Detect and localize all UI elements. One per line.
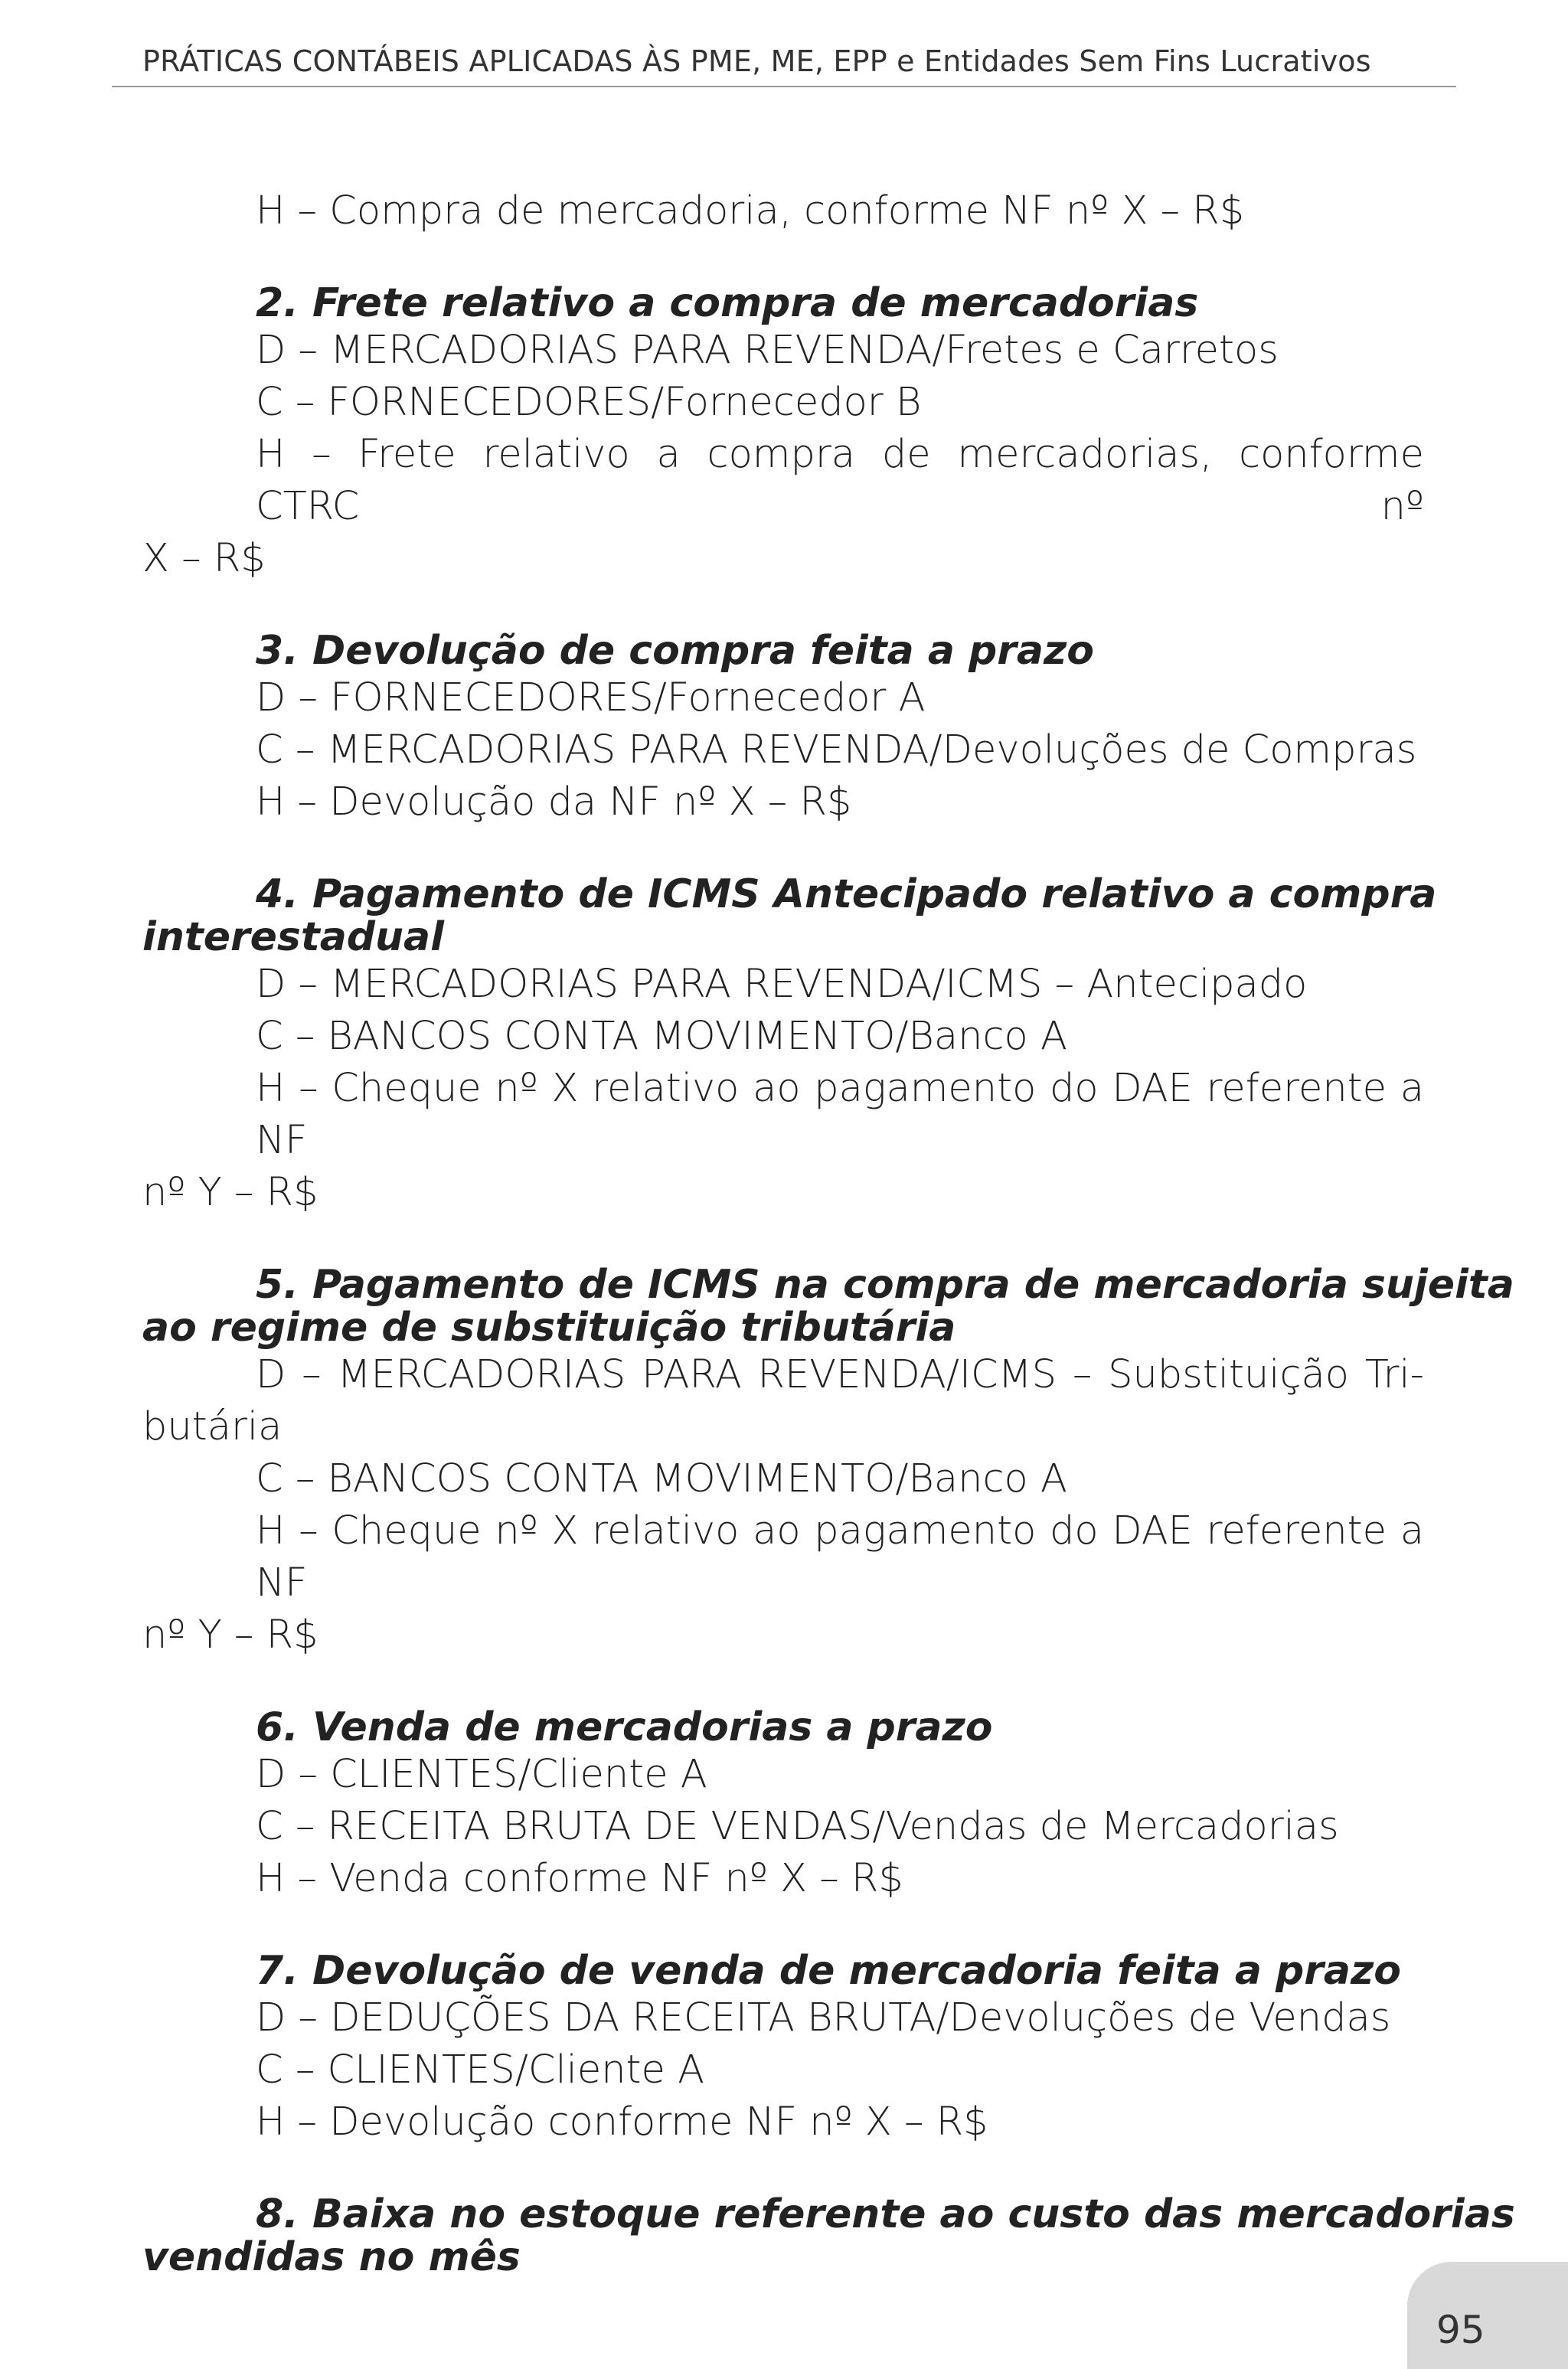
credit-line: C – CLIENTES/Cliente A — [256, 2047, 705, 2093]
intro-history-line: H – Compra de mercadoria, conforme NF nº X – R$ — [256, 188, 1245, 234]
debit-line: D – FORNECEDORES/Fornecedor A — [256, 675, 926, 721]
section-heading: 7. Devolução de venda de mercadoria feita a prazo — [256, 1948, 1401, 1994]
credit-line: C – MERCADORIAS PARA REVENDA/Devoluções de Compras — [256, 727, 1417, 773]
section-6 — [142, 1706, 1424, 1905]
debit-line: D – CLIENTES/Cliente A — [256, 1752, 707, 1797]
section-7 — [142, 1949, 1424, 2148]
section-heading: 4. Pagamento de ICMS Antecipado relativo a compra — [256, 871, 1437, 917]
section-4 — [142, 871, 1437, 1219]
history-line: H – Frete relativo a compra de mercadorias, conforme CTRC nº — [256, 432, 1424, 529]
history-line: H – Venda conforme NF nº X – R$ — [256, 1856, 903, 1901]
section-5 — [142, 1262, 1514, 1662]
credit-line: C – BANCOS CONTA MOVIMENTO/Banco A — [256, 1014, 1067, 1059]
debit-line-continuation: butária — [142, 1404, 283, 1449]
section-heading: 6. Venda de mercadorias a prazo — [256, 1704, 993, 1750]
credit-line: C – RECEITA BRUTA DE VENDAS/Vendas de Mercadorias — [256, 1804, 1339, 1849]
history-line: H – Cheque nº X relativo ao pagamento do DAE referente a NF — [256, 1066, 1424, 1163]
section-2 — [142, 282, 1424, 585]
debit-line: D – MERCADORIAS PARA REVENDA/Fretes e Carretos — [256, 328, 1279, 373]
history-line-continuation: nº Y – R$ — [142, 1170, 318, 1215]
page-number-tab — [1407, 2262, 1568, 2369]
history-line: H – Devolução conforme NF nº X – R$ — [256, 2099, 988, 2145]
history-line-continuation: nº Y – R$ — [142, 1613, 318, 1658]
section-heading-continuation: interestadual — [142, 914, 444, 960]
credit-line: C – BANCOS CONTA MOVIMENTO/Banco A — [256, 1456, 1067, 1501]
section-heading: 3. Devolução de compra feita a prazo — [256, 628, 1094, 674]
running-header-title: PRÁTICAS CONTÁBEIS APLICADAS ÀS PME, ME, EPP e Entidades Sem Fins Lucrativos — [142, 44, 1371, 78]
section-heading: 2. Frete relativo a compra de mercadorias — [256, 280, 1199, 326]
section-8 — [142, 2191, 1515, 2280]
running-header — [112, 40, 1456, 87]
section-heading: 5. Pagamento de ICMS na compra de mercadoria sujeita — [256, 1262, 1514, 1308]
page-body — [142, 185, 1515, 2280]
credit-line: C – FORNECEDORES/Fornecedor B — [256, 380, 922, 425]
section-3 — [142, 629, 1424, 828]
history-line-continuation: X – R$ — [142, 536, 266, 581]
section-heading: 8. Baixa no estoque referente ao custo das mercadorias — [256, 2191, 1515, 2237]
history-line: H – Cheque nº X relativo ao pagamento do DAE referente a NF — [256, 1508, 1424, 1606]
history-line: H – Devolução da NF nº X – R$ — [256, 779, 852, 825]
debit-line: D – DEDUÇÕES DA RECEITA BRUTA/Devoluções de Vendas — [256, 1995, 1391, 2041]
debit-line: D – MERCADORIAS PARA REVENDA/ICMS – Substituição Tri- — [256, 1352, 1424, 1397]
section-heading-continuation: vendidas no mês — [142, 2234, 521, 2280]
page-number: 95 — [1436, 2308, 1485, 2352]
debit-line: D – MERCADORIAS PARA REVENDA/ICMS – Antecipado — [256, 962, 1308, 1007]
section-heading-continuation: ao regime de substituição tributária — [142, 1305, 956, 1351]
